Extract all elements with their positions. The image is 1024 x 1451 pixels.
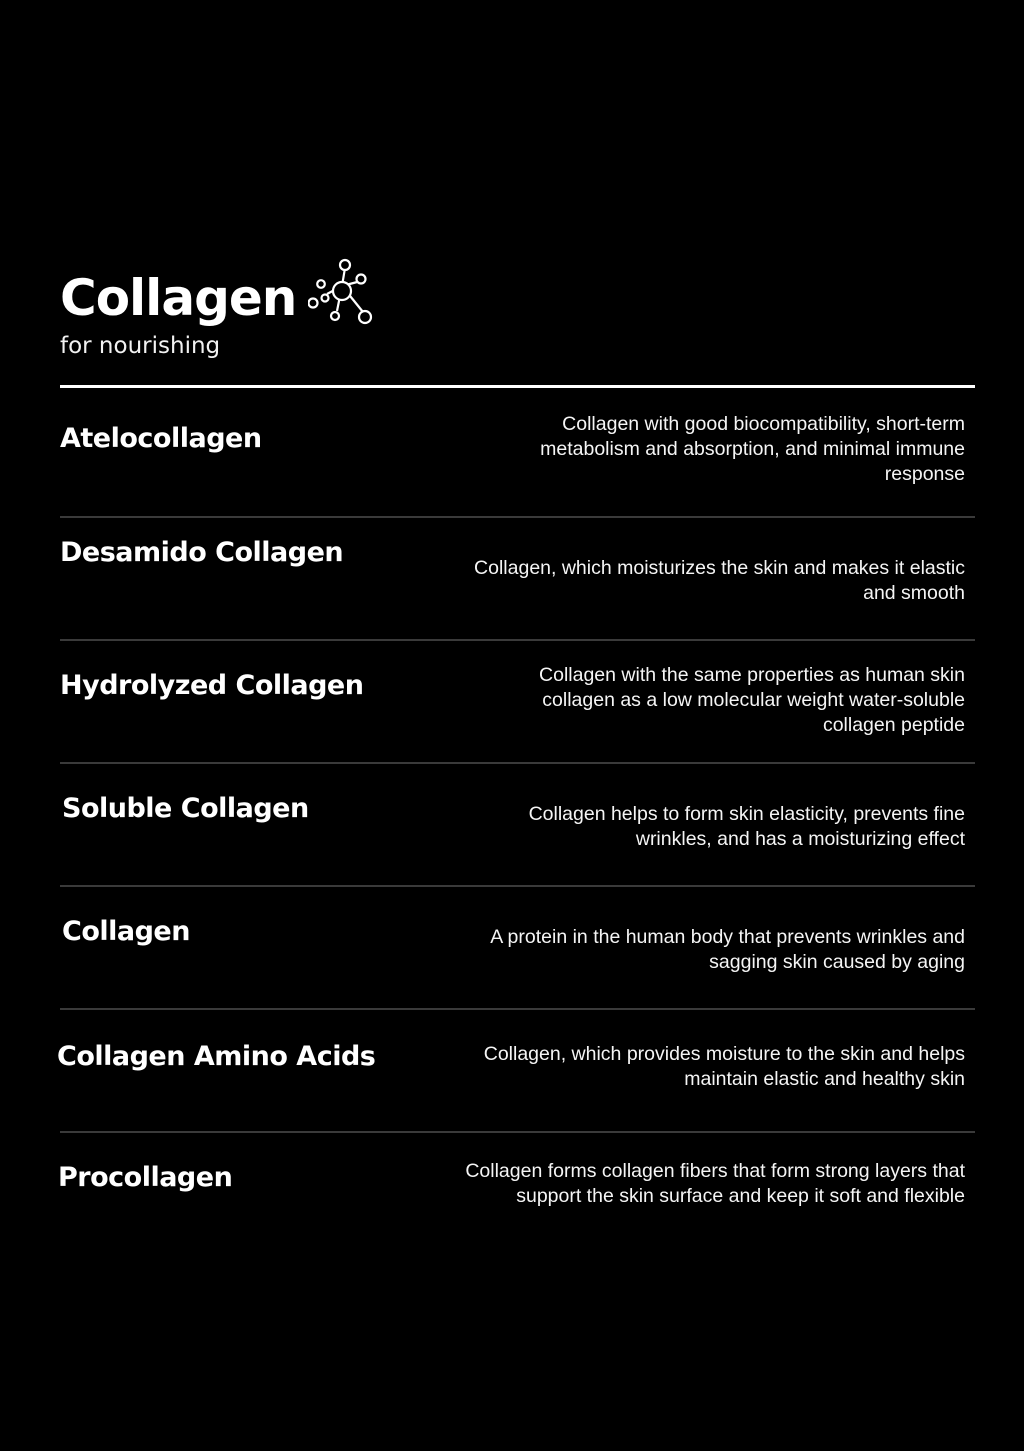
collagen-list: [57, 388, 975, 1256]
item-term: Atelocollagen: [60, 423, 262, 454]
item-description: A protein in the human body that prevents wrinkles and sagging skin caused by aging: [490, 926, 965, 973]
header: [60, 256, 460, 360]
item-term: Collagen: [62, 916, 190, 947]
item-term: Collagen Amino Acids: [57, 1041, 376, 1072]
molecule-icon: [308, 256, 374, 326]
page-title: Collagen: [60, 269, 297, 327]
item-term: Soluble Collagen: [62, 793, 309, 824]
item-description: Collagen forms collagen fibers that form strong layers that support the skin surface and keep it soft and flexible: [465, 1160, 965, 1207]
list-item: [60, 764, 975, 887]
list-item: [60, 887, 975, 1010]
list-item: [60, 641, 975, 764]
item-description: Collagen, which moisturizes the skin and makes it elastic and smooth: [474, 557, 965, 604]
item-term: Procollagen: [58, 1162, 233, 1193]
item-term: Desamido Collagen: [60, 537, 344, 568]
list-item: [60, 388, 975, 518]
page-subtitle: for nourishing: [60, 333, 221, 359]
list-item: [60, 518, 975, 641]
list-item: [57, 1010, 975, 1133]
item-description: Collagen, which provides moisture to the skin and helps maintain elastic and healthy skin: [483, 1043, 965, 1090]
item-description: Collagen with good biocompatibility, short-term metabolism and absorption, and minimal immune response: [540, 413, 965, 485]
item-description: Collagen with the same properties as human skin collagen as a low molecular weight water-soluble collagen peptide: [539, 664, 965, 736]
list-item: [60, 1133, 975, 1256]
item-description: Collagen helps to form skin elasticity, prevents fine wrinkles, and has a moisturizing effect: [528, 803, 965, 850]
title-row: [60, 256, 460, 328]
item-term: Hydrolyzed Collagen: [60, 670, 364, 701]
